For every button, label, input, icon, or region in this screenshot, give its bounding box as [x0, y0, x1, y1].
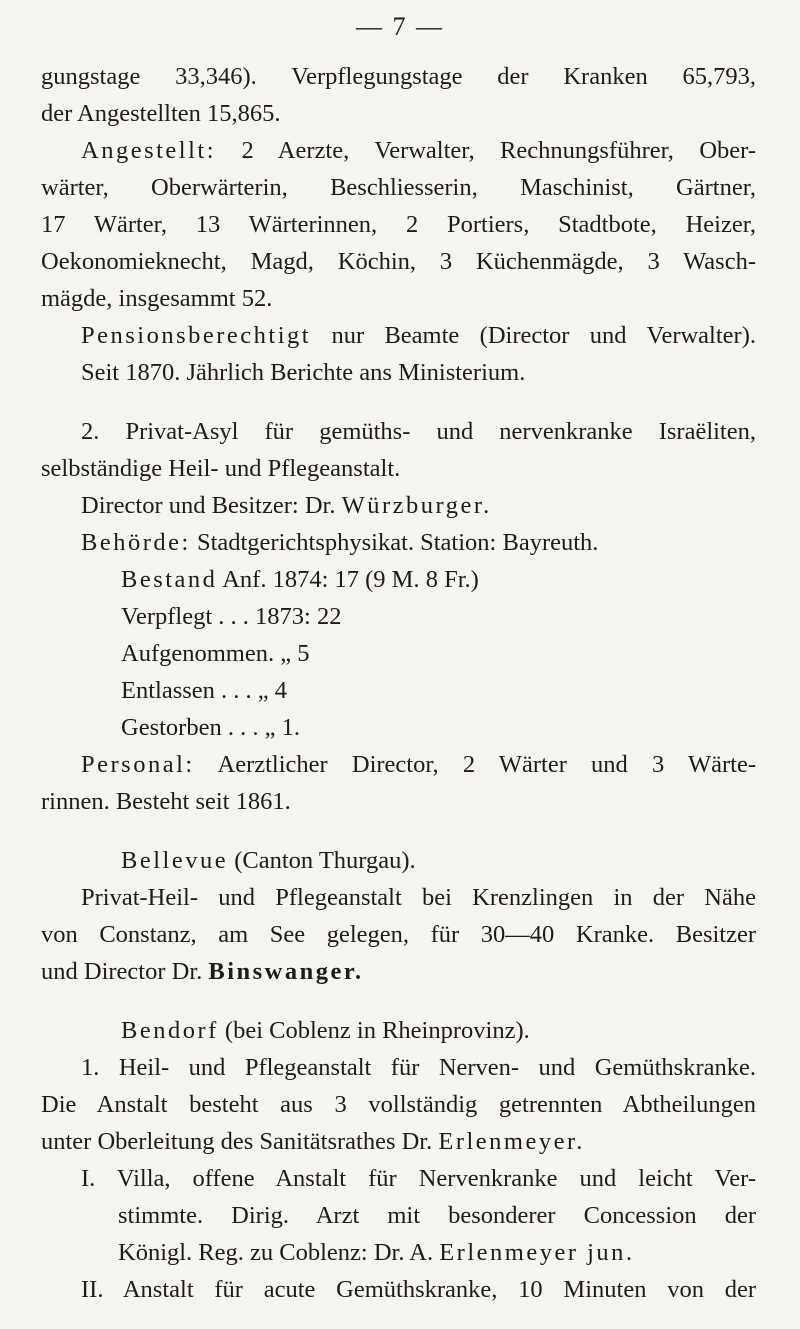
spaced-name: Erlenmeyer jun. — [439, 1239, 635, 1266]
text-run: nur Beamte (Director und Verwalter). — [311, 322, 756, 349]
spaced-name: Erlenmeyer. — [438, 1128, 585, 1155]
text-line — [41, 136, 756, 166]
text-line: von Constanz, am See gelegen, für 30—40 Kranke. Besitzer — [41, 921, 756, 948]
text-run: Anf. 1874: 17 (9 M. 8 Fr.) — [217, 566, 479, 593]
spaced-heading: Bellevue — [121, 847, 229, 874]
text-line: 1. Heil- und Pflegeanstalt für Nerven- und Gemüthskranke. — [81, 1054, 756, 1081]
text-line — [121, 565, 800, 595]
text-line: Seit 1870. Jährlich Berichte ans Ministerium. — [81, 359, 526, 386]
text-line: Gestorben . . . „ 1. — [121, 714, 300, 741]
text-run: (Canton Thurgau). — [228, 847, 416, 874]
text-run: (bei Coblenz in Rheinprovinz). — [218, 1017, 530, 1044]
text-run: Stadtgerichtsphysikat. Station: Bayreuth. — [190, 529, 599, 556]
text-line: der Angestellten 15,865. — [41, 100, 281, 127]
text-line — [81, 750, 756, 780]
spaced-term: Personal: — [81, 751, 195, 778]
text-line: wärter, Oberwärterin, Beschliesserin, Maschinist, Gärtner, — [41, 174, 756, 201]
text-line — [41, 1127, 756, 1157]
text-line: 2. Privat-Asyl für gemüths- und nervenkranke Israëliten, — [81, 418, 756, 445]
page-number: — 7 — — [356, 12, 444, 41]
text-line: 17 Wärter, 13 Wärterinnen, 2 Portiers, Stadtbote, Heizer, — [41, 211, 756, 238]
text-run: und Director Dr. — [41, 958, 209, 985]
text-line — [81, 528, 796, 558]
text-line: Die Anstalt besteht aus 3 vollständig getrennten Abtheilungen — [41, 1091, 756, 1118]
text-line — [41, 957, 756, 987]
spaced-term: Behörde: — [81, 529, 191, 556]
text-line: Oekonomieknecht, Magd, Köchin, 3 Küchenmägde, 3 Wasch- — [41, 248, 756, 275]
text-line — [121, 846, 800, 876]
text-line — [118, 1238, 800, 1268]
text-run: Director und Besitzer: Dr. — [81, 492, 342, 519]
text-run: 2 Aerzte, Verwalter, Rechnungsführer, Ober- — [216, 137, 756, 164]
text-line: II. Anstalt für acute Gemüthskranke, 10 Minuten von der — [81, 1276, 756, 1303]
spaced-name: Binswanger. — [208, 958, 364, 985]
text-line: Privat-Heil- und Pflegeanstalt bei Krenzlingen in der Nähe — [81, 884, 756, 911]
text-line: Aufgenommen. „ 5 — [121, 640, 310, 667]
text-line — [41, 321, 756, 351]
text-line: selbständige Heil- und Pflegeanstalt. — [41, 455, 401, 482]
text-line: Verpflegt . . . 1873: 22 — [121, 603, 342, 630]
text-run: Königl. Reg. zu Coblenz: Dr. A. — [118, 1239, 440, 1266]
text-line — [121, 1016, 800, 1046]
text-line: Entlassen . . . „ 4 — [121, 677, 288, 704]
text-line — [81, 491, 796, 521]
text-line: I. Villa, offene Anstalt für Nervenkranke und leicht Ver- — [81, 1165, 756, 1192]
spaced-term: Angestellt: — [81, 137, 217, 164]
text-run: unter Oberleitung des Sanitätsrathes Dr. — [41, 1128, 439, 1155]
text-run: Aerztlicher Director, 2 Wärter und 3 Wärte- — [194, 751, 756, 778]
text-line: stimmte. Dirig. Arzt mit besonderer Concession der — [118, 1202, 756, 1229]
spaced-heading: Bendorf — [121, 1017, 219, 1044]
spaced-term: Bestand — [121, 566, 218, 593]
text-line: rinnen. Besteht seit 1861. — [41, 788, 291, 815]
text-line: gungstage 33,346). Verpflegungstage der Kranken 65,793, — [41, 63, 756, 90]
spaced-name: Würzburger. — [341, 492, 492, 519]
spaced-term: Pensionsberechtigt — [81, 322, 312, 349]
text-line: mägde, insgesammt 52. — [41, 285, 273, 312]
